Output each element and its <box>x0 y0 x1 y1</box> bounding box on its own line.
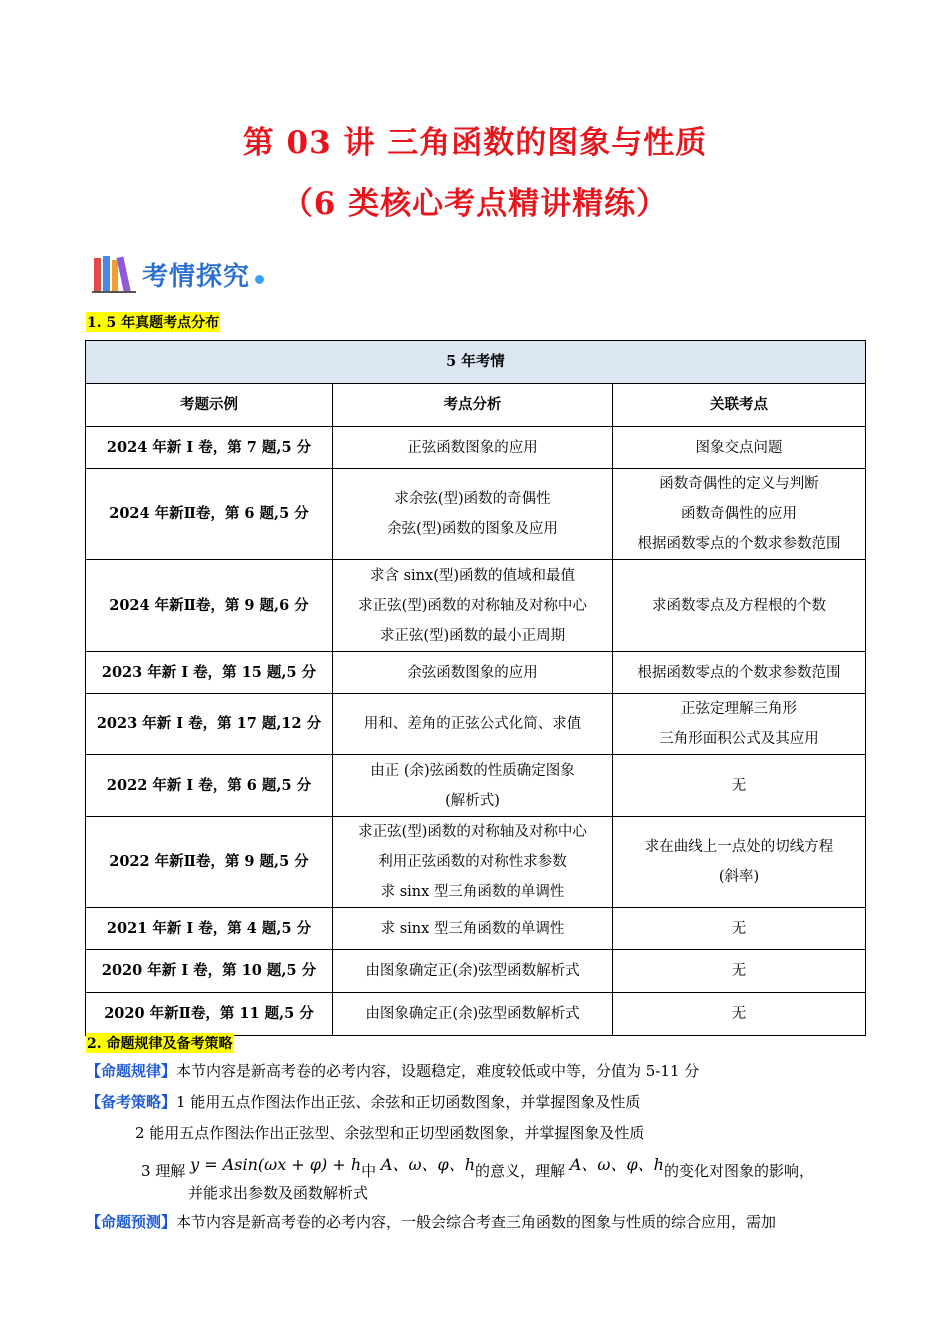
related-line: 求在曲线上一点处的切线方程 <box>644 839 834 855</box>
rule-text: 本节内容是新高考卷的必考内容，设题稳定，难度较低或中等，分值为 5-11 分 <box>176 1062 700 1080</box>
forecast-paragraph <box>86 1211 776 1233</box>
exam-cell: 2020 年新 I 卷，第 10 题,5 分 <box>86 950 333 993</box>
table-row <box>86 694 866 755</box>
forecast-text: 本节内容是新高考卷的必考内容，一般会综合考查三角函数的图象与性质的综合应用，需加 <box>176 1213 777 1231</box>
table-row <box>86 427 866 469</box>
analysis-line: 余弦函数图象的应用 <box>407 664 538 681</box>
related-cell <box>613 694 866 755</box>
exam-cell: 2022 年新 I 卷，第 6 题,5 分 <box>86 755 333 817</box>
params-2: A、ω、φ、h <box>569 1155 664 1174</box>
analysis-line: 余弦(型)函数的图象及应用 <box>387 521 558 537</box>
analysis-cell <box>333 817 613 908</box>
strategy-3-lead: 3 理解 <box>141 1162 186 1180</box>
related-line: 无 <box>731 963 747 979</box>
section-heading-2: 2. 命题规律及备考策略 <box>86 1033 234 1053</box>
analysis-line: 求 sinx 型三角函数的单调性 <box>380 884 565 900</box>
analysis-line: 求 sinx 型三角函数的单调性 <box>380 920 565 937</box>
exam-cell: 2024 年新 I 卷，第 7 题,5 分 <box>86 427 333 469</box>
analysis-line: 求余弦(型)函数的奇偶性 <box>394 491 551 507</box>
strategy-3-tail: 的变化对图象的影响， <box>663 1162 814 1180</box>
banner-label: 考情探究 <box>142 261 251 292</box>
related-line: 根据函数零点的个数求参数范围 <box>637 664 841 681</box>
related-line: 求函数零点及方程根的个数 <box>652 597 826 614</box>
analysis-line: 求正弦(型)函数的最小正周期 <box>379 627 566 644</box>
page-title: 第 03 讲 三角函数的图象与性质 <box>242 125 708 161</box>
analysis-line: 求含 sinx(型)函数的值域和最值 <box>369 567 576 584</box>
analysis-cell <box>333 993 613 1036</box>
formula: y = Asin(ωx + φ) + h <box>190 1155 362 1174</box>
strategy-3-mid: 中 <box>361 1162 377 1180</box>
strategy-item-2: 2 能用五点作图法作出正弦型、余弦型和正切型函数图象，并掌握图象及性质 <box>135 1124 645 1142</box>
exam-cell: 2024 年新Ⅱ卷，第 6 题,5 分 <box>86 469 333 560</box>
rule-tag: 【命题规律】 <box>86 1062 177 1080</box>
strategy-tag: 【备考策略】 <box>86 1093 177 1111</box>
related-cell <box>613 560 866 652</box>
exam-cell: 2024 年新Ⅱ卷，第 9 题,6 分 <box>86 560 333 652</box>
strategy-3-mid2: 的意义，理解 <box>475 1162 566 1180</box>
related-line: 三角形面积公式及其应用 <box>659 731 819 747</box>
related-line: 无 <box>731 777 747 794</box>
page-subtitle: （6 类核心考点精讲精练） <box>281 186 669 222</box>
related-cell <box>613 908 866 950</box>
analysis-line: 正弦函数图象的应用 <box>407 439 538 456</box>
related-cell <box>613 652 866 694</box>
exam-cell: 2023 年新 I 卷，第 15 题,5 分 <box>86 652 333 694</box>
exam-cell: 2021 年新 I 卷，第 4 题,5 分 <box>86 908 333 950</box>
related-cell <box>613 755 866 817</box>
analysis-cell <box>333 755 613 817</box>
table-row <box>86 755 866 817</box>
params-1: A、ω、φ、h <box>380 1155 476 1174</box>
forecast-tag: 【命题预测】 <box>86 1213 177 1231</box>
exam-cell: 2023 年新 I 卷，第 17 题,12 分 <box>86 694 333 755</box>
strategy-item-3-cont: 并能求出参数及函数解析式 <box>188 1184 369 1202</box>
exam-table <box>85 340 866 1036</box>
section-heading-1: 1. 5 年真题考点分布 <box>86 312 220 332</box>
analysis-cell <box>333 560 613 652</box>
analysis-cell <box>333 652 613 694</box>
analysis-line: 求正弦(型)函数的对称轴及对称中心 <box>358 597 587 614</box>
related-line: 函数奇偶性的应用 <box>681 506 797 522</box>
column-header: 关联考点 <box>613 384 866 427</box>
related-cell <box>613 993 866 1036</box>
analysis-line: 利用正弦函数的对称性求参数 <box>378 854 567 870</box>
exam-cell: 2022 年新Ⅱ卷，第 9 题,5 分 <box>86 817 333 908</box>
exam-cell: 2020 年新Ⅱ卷，第 11 题,5 分 <box>86 993 333 1036</box>
analysis-line: 由图象确定正(余)弦型函数解析式 <box>365 1006 580 1022</box>
table-row <box>86 993 866 1036</box>
strategy-item-3 <box>141 1155 814 1182</box>
strategy-paragraph <box>86 1091 640 1113</box>
table-row <box>86 908 866 950</box>
related-cell <box>613 427 866 469</box>
related-line: 无 <box>731 920 747 937</box>
related-line: 根据函数零点的个数求参数范围 <box>637 536 841 552</box>
section-banner <box>92 252 264 296</box>
related-line: 图象交点问题 <box>695 439 783 456</box>
table-row <box>86 817 866 908</box>
analysis-line: (解析式) <box>445 792 500 809</box>
analysis-line: 由图象确定正(余)弦型函数解析式 <box>365 963 580 979</box>
analysis-line: 用和、差角的正弦公式化简、求值 <box>363 716 582 732</box>
dot-icon <box>255 275 264 284</box>
rule-paragraph <box>86 1060 699 1082</box>
analysis-cell <box>333 950 613 993</box>
analysis-cell <box>333 427 613 469</box>
table-row <box>86 469 866 560</box>
analysis-cell <box>333 908 613 950</box>
related-line: 正弦定理解三角形 <box>681 701 797 717</box>
table-caption: 5 年考情 <box>86 341 866 384</box>
related-line: 无 <box>731 1006 747 1022</box>
related-cell <box>613 469 866 560</box>
analysis-line: 求正弦(型)函数的对称轴及对称中心 <box>358 824 587 840</box>
books-icon <box>92 254 138 294</box>
analysis-line: 由正 (余)弦函数的性质确定图象 <box>370 762 575 779</box>
analysis-cell <box>333 694 613 755</box>
analysis-cell <box>333 469 613 560</box>
related-cell <box>613 950 866 993</box>
related-line: 函数奇偶性的定义与判断 <box>659 476 819 492</box>
table-row <box>86 560 866 652</box>
table-row <box>86 950 866 993</box>
table-row <box>86 652 866 694</box>
column-header: 考点分析 <box>333 384 613 427</box>
related-cell <box>613 817 866 908</box>
related-line: (斜率) <box>718 869 760 885</box>
column-header: 考题示例 <box>86 384 333 427</box>
strategy-item-1: 1 能用五点作图法作出正弦、余弦和正切函数图象，并掌握图象及性质 <box>176 1093 641 1111</box>
